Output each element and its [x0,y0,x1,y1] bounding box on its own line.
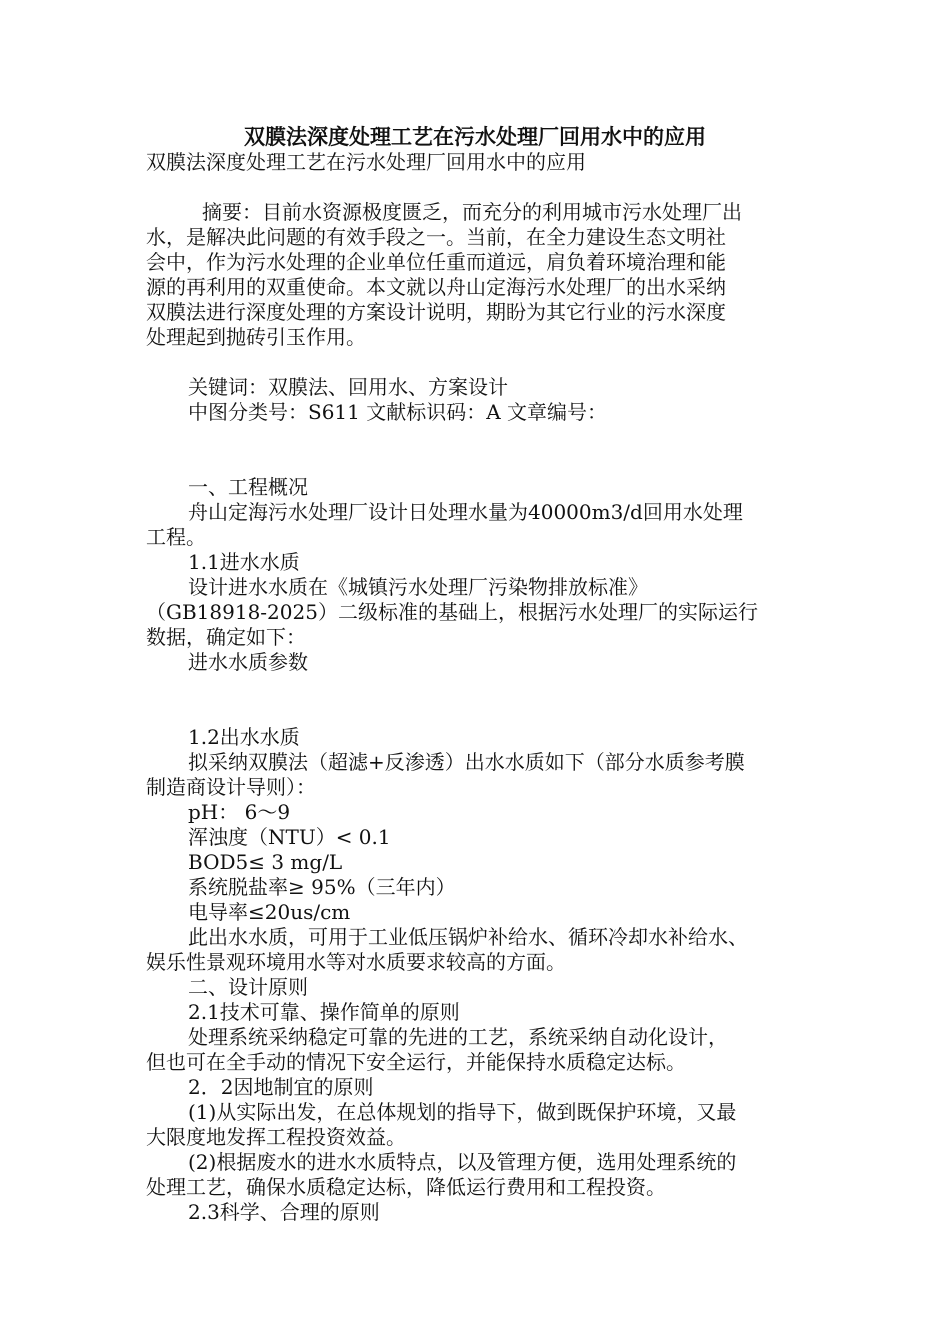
abstract-line: 水，是解决此问题的有效手段之一。当前，在全力建设生态文明社 [146,225,726,249]
subsection-heading: 2.3科学、合理的原则 [188,1200,380,1224]
list-item: pH： 6～9 [188,800,291,824]
list-item: 系统脱盐率≥ 95%（三年内） [188,875,456,899]
list-item: 浑浊度（NTU）< 0.1 [188,825,391,849]
paragraph-line: 数据，确定如下： [146,625,306,649]
paragraph-line: 拟采纳双膜法（超滤+反渗透）出水水质如下（部分水质参考膜 [188,750,745,774]
paragraph-line: (2)根据废水的进水水质特点，以及管理方便，选用处理系统的 [188,1150,737,1174]
subsection-heading: 2.1技术可靠、操作简单的原则 [188,1000,460,1024]
paragraph-line: （GB18918-2025）二级标准的基础上，根据污水处理厂的实际运行 [146,600,758,624]
paragraph-line: 舟山定海污水处理厂设计日处理水量为40000m3/d回用水处理 [188,500,743,524]
water-quality-list [146,800,808,925]
list-item: 电导率≤20us/cm [188,900,351,924]
paragraph-line: (1)从实际出发，在总体规划的指导下，做到既保护环境，又最 [188,1100,737,1124]
section-heading: 一、工程概况 [188,475,308,499]
subsection-heading: 2．2因地制宜的原则 [188,1075,374,1099]
document-body [146,150,808,1225]
paragraph-line: 此出水水质，可用于工业低压锅炉补给水、循环冷却水补给水、 [188,925,748,949]
subsection-heading: 1.2出水水质 [188,725,300,749]
section-heading: 二、设计原则 [188,975,308,999]
abstract-line: 源的再利用的双重使命。本文就以舟山定海污水处理厂的出水采纳 [146,275,726,299]
abstract [146,200,808,350]
subsection-heading: 1.1进水水质 [188,550,300,574]
document-title: 双膜法深度处理工艺在污水处理厂回用水中的应用 [244,125,706,149]
paragraph-line: 设计进水水质在《城镇污水处理厂污染物排放标准》 [188,575,648,599]
paragraph-line: 处理工艺，确保水质稳定达标，降低运行费用和工程投资。 [146,1175,666,1199]
paragraph-line: 处理系统采纳稳定可靠的先进的工艺，系统采纳自动化设计， [188,1025,728,1049]
paragraph-line: 制造商设计导则）： [146,775,316,799]
keywords: 关键词：双膜法、回用水、方案设计 [188,375,508,399]
abstract-line: 摘要：目前水资源极度匮乏，而充分的利用城市污水处理厂出 [202,200,742,224]
list-item: BOD5≤ 3 mg/L [188,850,343,874]
document-subtitle: 双膜法深度处理工艺在污水处理厂回用水中的应用 [146,150,586,174]
classification: 中图分类号：S611 文献标识码：A 文章编号： [188,400,608,424]
abstract-line: 双膜法进行深度处理的方案设计说明，期盼为其它行业的污水深度 [146,300,726,324]
abstract-line: 会中，作为污水处理的企业单位任重而道远，肩负着环境治理和能 [146,250,726,274]
abstract-line: 处理起到抛砖引玉作用。 [146,325,366,349]
paragraph-line: 但也可在全手动的情况下安全运行，并能保持水质稳定达标。 [146,1050,686,1074]
paragraph-line: 大限度地发挥工程投资效益。 [146,1125,406,1149]
paragraph-line: 工程。 [146,525,206,549]
table-caption: 进水水质参数 [188,650,308,674]
paragraph-line: 娱乐性景观环境用水等对水质要求较高的方面。 [146,950,566,974]
